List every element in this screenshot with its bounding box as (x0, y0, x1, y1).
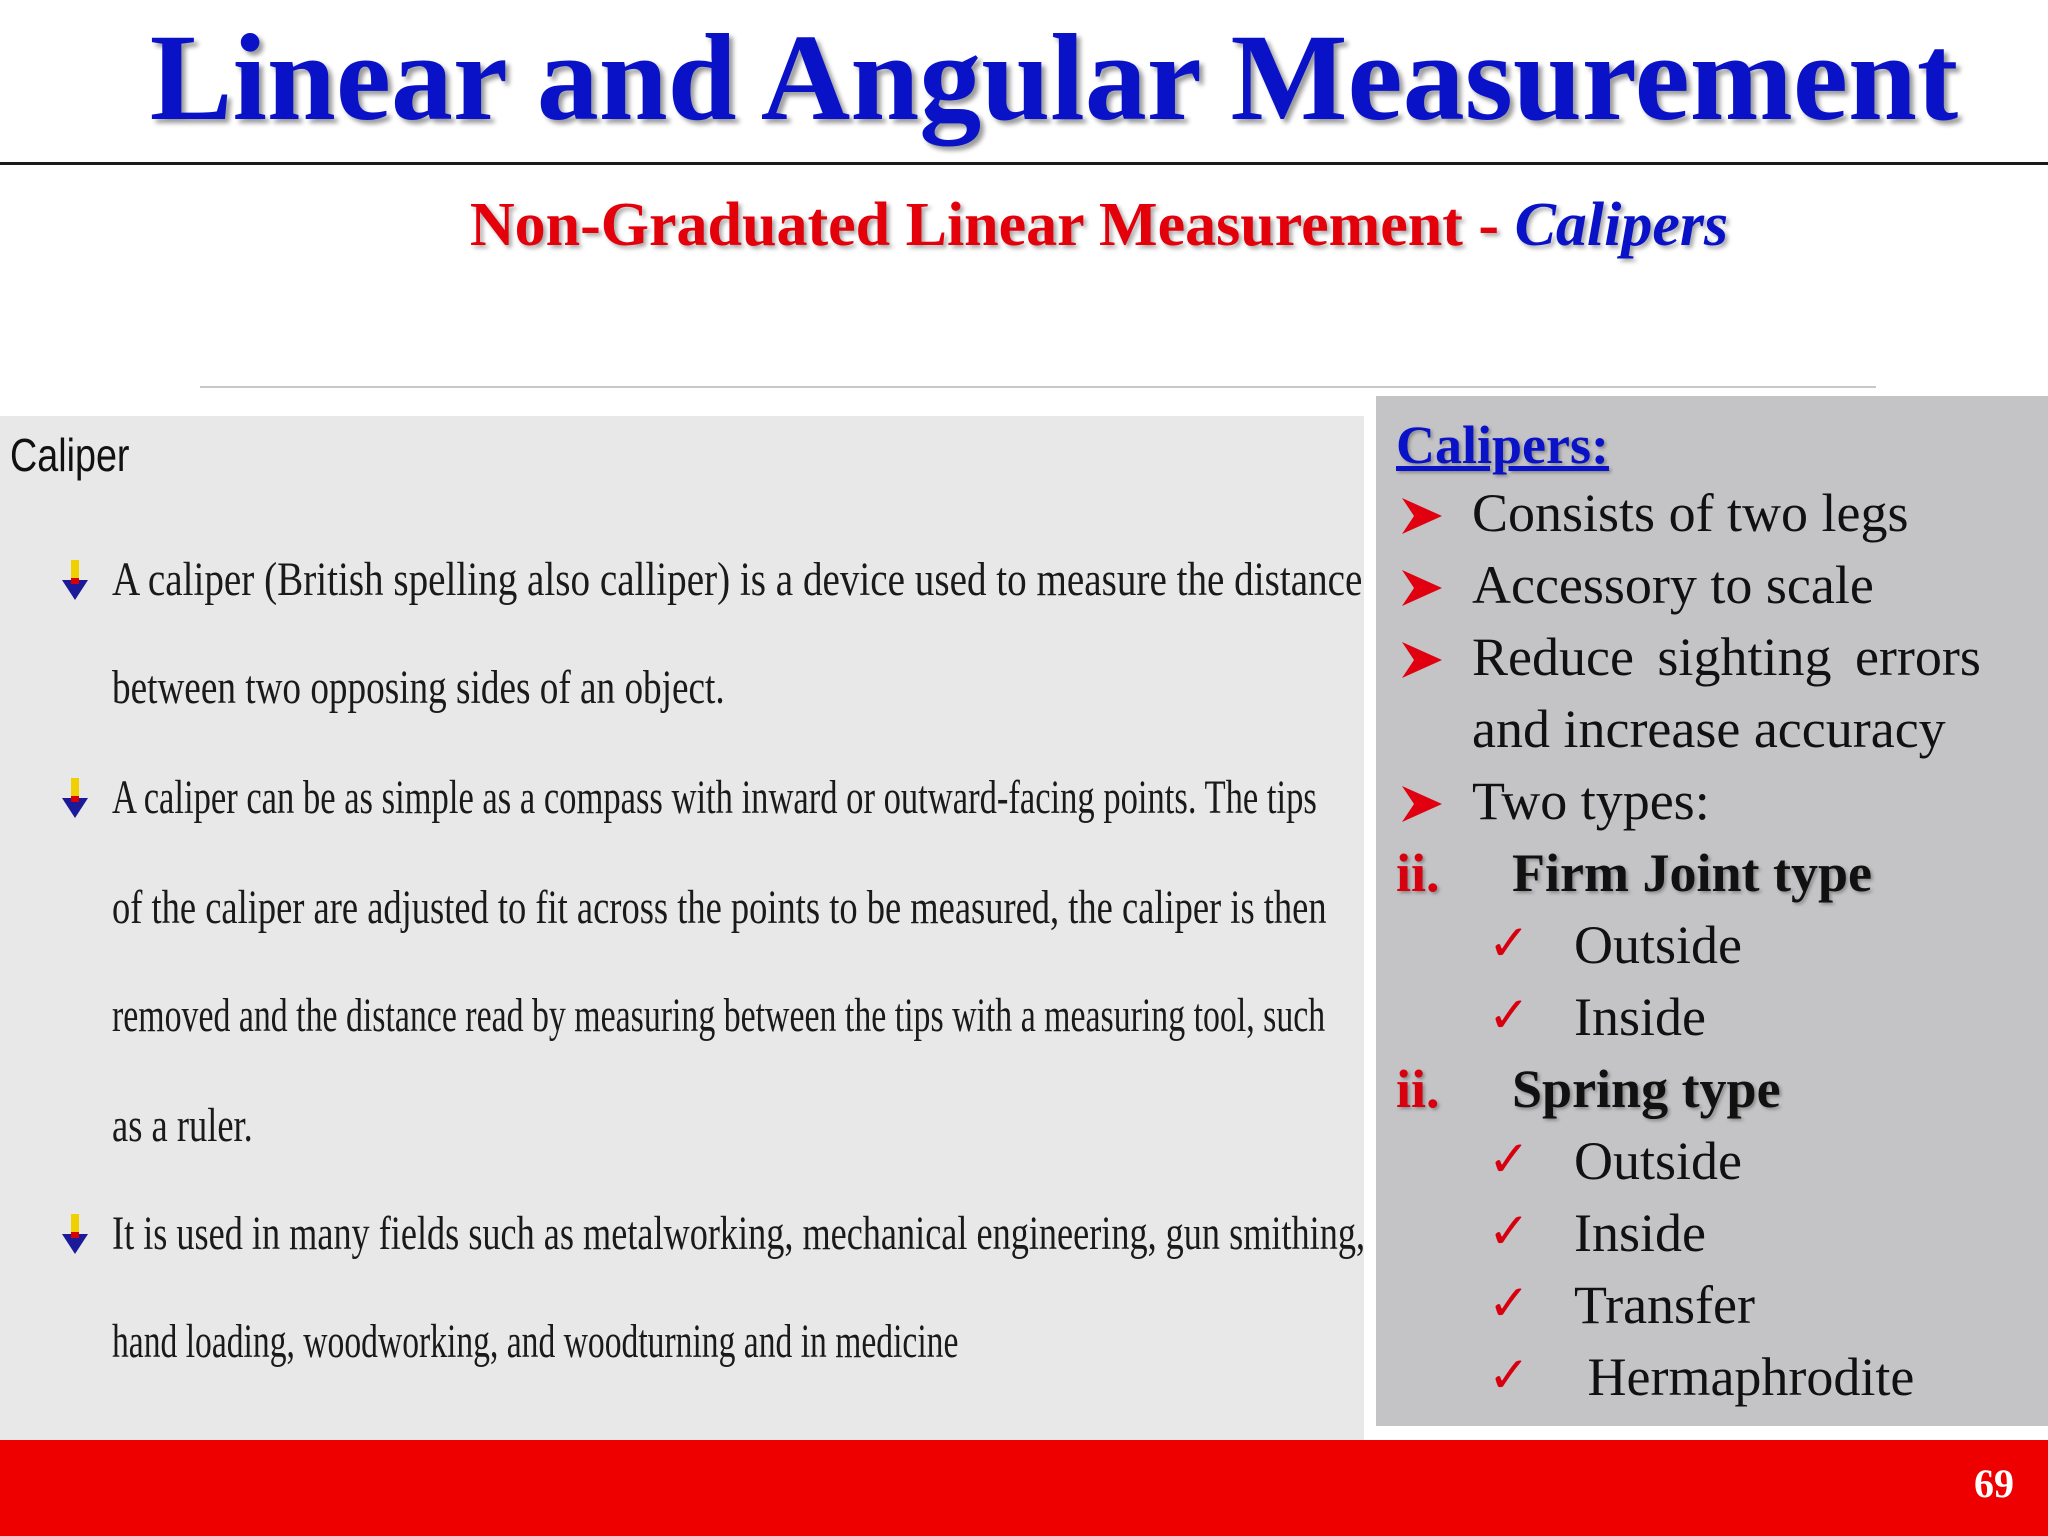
paragraph-line: hand loading, woodworking, and woodturning and in medicine (112, 1315, 959, 1368)
footer-bar (0, 1440, 2048, 1536)
slide-title: Linear and Angular Measurement (149, 9, 1959, 146)
type-item: Transfer (1574, 1275, 1755, 1335)
arrowhead-bullet-icon (1400, 640, 1444, 680)
type-item: Inside (1574, 987, 1706, 1047)
type-item: Outside (1574, 1131, 1742, 1191)
type-item: Hermaphrodite (1574, 1347, 1915, 1407)
calipers-point: Two types: (1472, 771, 1710, 831)
page-number: 69 (1974, 1461, 2014, 1506)
check-icon: ✓ (1488, 914, 1530, 972)
check-icon: ✓ (1488, 1346, 1530, 1404)
subtitle-accent: Calipers (1514, 191, 1729, 259)
calipers-point: Consists of two legs (1472, 483, 1909, 543)
slide-subtitle (0, 188, 2048, 262)
arrow-down-bullet-icon (60, 1214, 90, 1260)
title-divider (0, 162, 2048, 165)
paragraph-line: as a ruler. (112, 1099, 253, 1152)
check-icon: ✓ (1488, 1274, 1530, 1332)
arrowhead-bullet-icon (1400, 496, 1444, 536)
calipers-point-continuation: and increase accuracy (1472, 699, 1946, 759)
paragraph-line: between two opposing sides of an object. (112, 661, 725, 714)
section-divider (200, 386, 1876, 388)
paragraph-line: A caliper (British spelling also calliper) is a device used to measure the distance (112, 553, 1363, 606)
calipers-heading: Calipers: (1396, 415, 1609, 475)
caliper-heading: Caliper (10, 429, 130, 481)
subtitle-main: Non-Graduated Linear Measurement - (469, 191, 1515, 259)
type-name-spring: Spring type (1512, 1059, 1781, 1119)
calipers-point: Accessory to scale (1472, 555, 1874, 615)
type-item: Outside (1574, 915, 1742, 975)
check-icon: ✓ (1488, 1130, 1530, 1188)
paragraph-line: removed and the distance read by measuring between the tips with a measuring tool, such (112, 989, 1326, 1042)
arrow-down-bullet-icon (60, 778, 90, 824)
arrow-down-bullet-icon (60, 560, 90, 606)
type-name-firm-joint: Firm Joint type (1512, 843, 1872, 903)
arrowhead-bullet-icon (1400, 568, 1444, 608)
type-number: ii. (1396, 1059, 1440, 1119)
type-number: ii. (1396, 843, 1440, 903)
arrowhead-bullet-icon (1400, 784, 1444, 824)
check-icon: ✓ (1488, 986, 1530, 1044)
type-item: Inside (1574, 1203, 1706, 1263)
paragraph-line: A caliper can be as simple as a compass with inward or outward-facing points. The tips (112, 771, 1317, 824)
paragraph-line: of the caliper are adjusted to fit across the points to be measured, the caliper is then (112, 881, 1327, 934)
calipers-summary-panel (1376, 396, 2048, 1426)
paragraph-line: It is used in many fields such as metalworking, mechanical engineering, gun smithing, (112, 1207, 1366, 1260)
calipers-point: Reduce sighting errors (1472, 627, 1981, 687)
check-icon: ✓ (1488, 1202, 1530, 1260)
